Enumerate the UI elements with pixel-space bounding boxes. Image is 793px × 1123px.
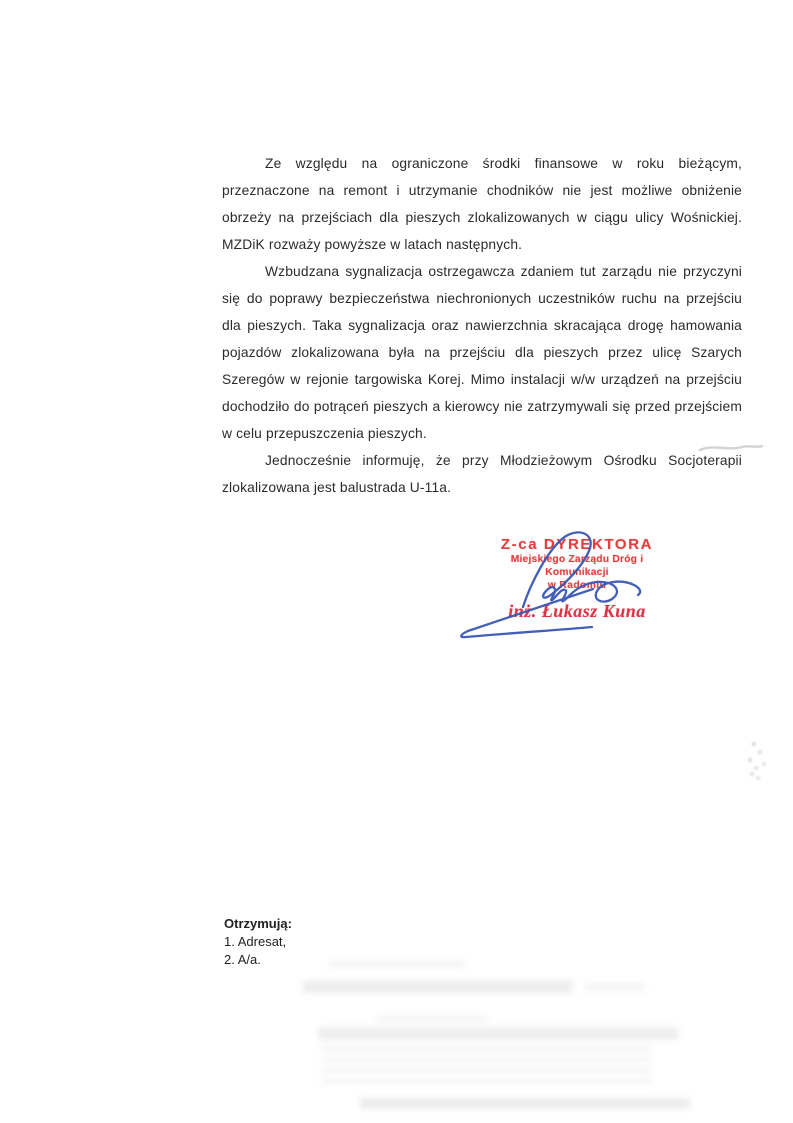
recipient-item-1: 1. Adresat, — [224, 934, 287, 949]
stamp-organization: Miejskiego Zarządu Dróg i Komunikacji — [510, 554, 644, 578]
recipients-heading: Otrzymują: — [224, 916, 292, 931]
bleedthrough-smudge — [303, 980, 573, 993]
paragraph-signalization: Wzbudzana sygnalizacja ostrzegawcza zdaniem tut zarządu nie przyczyni się do poprawy bezpieczeństwa niechronionych uczestników ruchu na przejściu dla pieszych. Taka sygnalizacja oraz nawierzchnia skracająca drogę hamowania pojazdów zlokalizowana była na przejściu dla pieszych przez ulicę Szarych Szeregów w rejonie targowiska Korej. Mimo instalacji w/w urządzeń na przejściu dochodziło do potrąceń pieszych a kierowcy nie zatrzymywali się przed przejściem w celu przepuszczenia pieszych. — [222, 264, 742, 441]
bleedthrough-smudge — [330, 962, 465, 967]
paragraph-balustrade: Jednocześnie informuję, że przy Młodzieżowym Ośrodku Socjoterapii zlokalizowana jest balustrada U-11a. — [222, 453, 742, 495]
bleedthrough-smudge — [377, 1016, 487, 1022]
bleedthrough-smudge — [322, 1045, 652, 1087]
handwritten-signature — [440, 518, 685, 653]
stamp-title: Z-ca DYREKTORA — [500, 536, 654, 553]
paragraph-finances: Ze względu na ograniczone środki finansowe w roku bieżącym, przeznaczone na remont i utrzymanie chodników nie jest możliwe obniżenie obrzeży na przejściach dla pieszych zlokalizowanych w ciągu ulicy Wośnickiej. MZDiK rozważy powyższe w latach następnych. — [222, 156, 742, 252]
bleedthrough-smudge — [360, 1098, 690, 1109]
bleedthrough-smudge — [318, 1027, 678, 1040]
bleedthrough-smudge — [585, 983, 645, 991]
recipient-item-2: 2. A/a. — [224, 952, 261, 967]
stamp-city: w Radomiu — [547, 580, 607, 591]
stamp-signer-name: inż. Łukasz Kuna — [508, 601, 646, 621]
letter-body — [222, 150, 742, 501]
signature-loops — [523, 532, 640, 607]
scan-speckle-mark — [752, 742, 756, 746]
recipients-block — [224, 915, 292, 969]
